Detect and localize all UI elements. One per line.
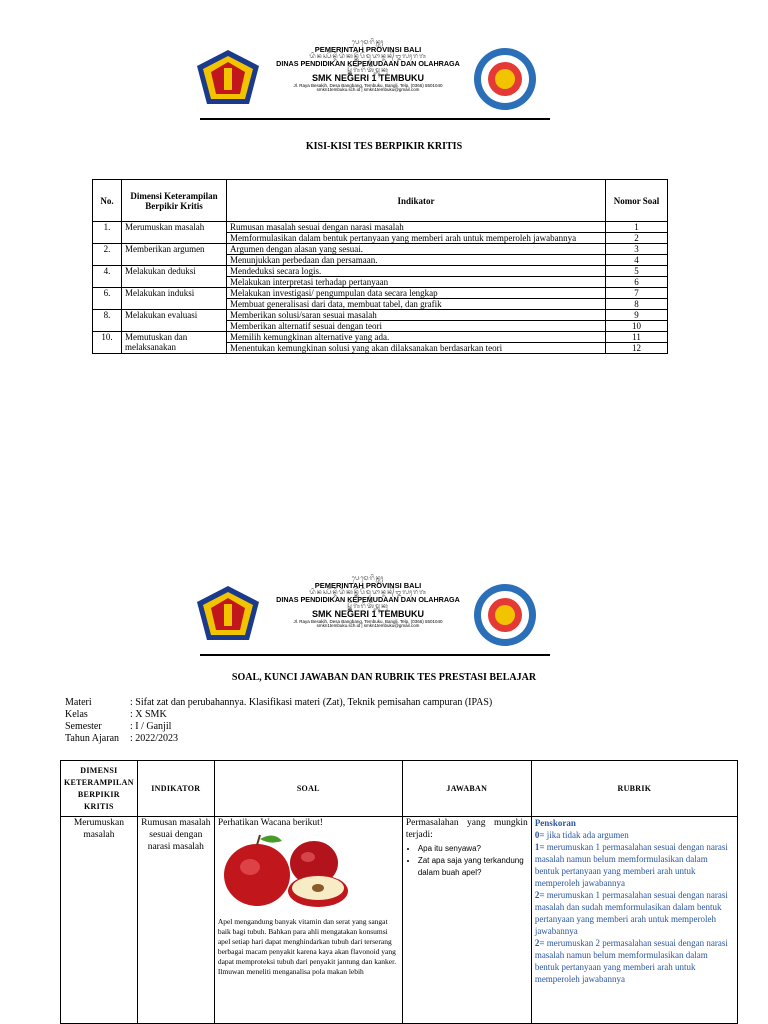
meta-row bbox=[65, 733, 492, 745]
row-indikator: Menunjukkan perbedaan dan persamaan. bbox=[227, 255, 606, 266]
school-name: SMK NEGERI 1 TEMBUKU bbox=[311, 73, 424, 84]
rubrik-title: Penskoran bbox=[534, 818, 576, 828]
row-no: 6. bbox=[93, 288, 122, 310]
meta-value: : Sifat zat dan perubahannya. Klasifikasi materi (Zat), Teknik pemisahan campuran (IPAS) bbox=[130, 697, 493, 708]
school-name: SMK NEGERI 1 TEMBUKU bbox=[311, 609, 424, 620]
school-address: Jl. Raya Besakih, Desa Bangbang, Tembuku, Bangli. Telp. (0366) 5501040 bbox=[293, 618, 443, 624]
table-header-row bbox=[93, 180, 668, 222]
balinese-script-line: ᬤᬶᬦᬲ᭄ᬧᭂᬦ᭄ᬤᬶᬤᬶᬓᬦ᭄ᬓᭂᬧᭂᬫᬸᬤᬵᬦ᭄ᬤᬦ᭄ᬑᬮᬄᬭᬕ bbox=[309, 590, 427, 597]
row-soal: 11 bbox=[606, 332, 668, 343]
apple-image bbox=[222, 833, 352, 913]
rubrik-text: merumuskan 2 permasalahan sesuai dengan narasi masalah namun belum memformulasikan dalam bentuk pertanyaan yang memberi arah untuk memperoleh jawabannya bbox=[534, 938, 728, 984]
meta-key: Tahun Ajaran bbox=[65, 733, 120, 744]
rubrik-item bbox=[535, 841, 734, 889]
document-meta bbox=[65, 697, 492, 745]
balinese-script-line: ᬧᬾᬫᬾᬭᬶᬦ᭄ᬢᬄ bbox=[351, 40, 385, 46]
table-row bbox=[93, 288, 668, 299]
rubrik-item bbox=[535, 889, 734, 937]
balinese-script-line: ᬧᬾᬫᬾᬭᬶᬦ᭄ᬢᬄ bbox=[351, 576, 385, 582]
header-indikator: Indikator bbox=[227, 180, 606, 222]
rubrik-item bbox=[535, 829, 734, 841]
header-nomor-soal: Nomor Soal bbox=[606, 180, 668, 222]
school-logo-icon bbox=[470, 46, 540, 112]
row-no: 4. bbox=[93, 266, 122, 288]
row-soal: 2 bbox=[606, 233, 668, 244]
letterhead bbox=[170, 40, 550, 120]
jawaban-list bbox=[406, 843, 528, 879]
row-no: 8. bbox=[93, 310, 122, 332]
page-title-kisi-kisi: KISI-KISI TES BERPIKIR KRITIS bbox=[305, 141, 463, 152]
letterhead-rule bbox=[200, 654, 550, 656]
row-indikator: Melakukan investigasi/ pengumpulan data secara lengkap bbox=[227, 288, 606, 299]
kisi-kisi-table bbox=[92, 179, 668, 354]
row-soal: 8 bbox=[606, 299, 668, 310]
soal-rubrik-table bbox=[60, 760, 738, 1024]
row-soal: 12 bbox=[606, 343, 668, 354]
balinese-script-line: ᬲ᭄ᬫ᭄ᬓ᭄ᬦᭂᬕᭂᬭᬶᬢᭂᬫ᭄ᬩᬸᬓᬸ bbox=[347, 604, 389, 611]
row-soal: 3 bbox=[606, 244, 668, 255]
meta-row bbox=[65, 697, 492, 709]
row-indikator: Memberikan solusi/saran sesuai masalah bbox=[227, 310, 606, 321]
meta-key: Materi bbox=[65, 697, 92, 708]
bali-province-emblem-icon bbox=[195, 48, 261, 108]
row-indikator: Argumen dengan alasan yang sesuai. bbox=[227, 244, 606, 255]
rubrik-text: merumuskan 1 permasalahan sesuai dengan narasi masalah dan sudah memformulasikan dalam bentuk pertanyaan yang memberi arah untuk memperoleh jawabannya bbox=[534, 890, 728, 936]
table-row bbox=[93, 266, 668, 277]
rubrik-score: 1= bbox=[534, 842, 545, 852]
table-row bbox=[93, 332, 668, 343]
meta-value: : X SMK bbox=[130, 709, 167, 720]
row-soal: 5 bbox=[606, 266, 668, 277]
header-rubrik: RUBRIK bbox=[531, 761, 737, 817]
meta-row bbox=[65, 721, 492, 733]
meta-value: : I / Ganjil bbox=[130, 721, 172, 732]
row-soal: 6 bbox=[606, 277, 668, 288]
row-indikator: Menentukan kemungkinan solusi yang akan dilaksanakan berdasarkan teori bbox=[227, 343, 606, 354]
row-no: 2. bbox=[93, 244, 122, 266]
row-indikator: Rumusan masalah sesuai dengan narasi masalah bbox=[227, 222, 606, 233]
rubrik-score: 2= bbox=[534, 938, 545, 948]
soal-intro: Perhatikan Wacana berikut! bbox=[217, 818, 323, 828]
cell-jawaban bbox=[402, 817, 531, 1024]
row-indikator: Melakukan interpretasi terhadap pertanyaan bbox=[227, 277, 606, 288]
school-email: smkn1tembuku.sch.id | smkn1tembuku@gmail.com bbox=[316, 623, 420, 629]
row-dimensi: Melakukan induksi bbox=[122, 288, 227, 310]
row-indikator: Mendeduksi secara logis. bbox=[227, 266, 606, 277]
rubrik-text: jika tidak ada argumen bbox=[546, 830, 629, 840]
bali-province-emblem-icon bbox=[195, 584, 261, 644]
row-dimensi: Melakukan evaluasi bbox=[122, 310, 227, 332]
table-row bbox=[93, 222, 668, 233]
meta-key: Semester bbox=[65, 721, 102, 732]
row-dimensi: Melakukan deduksi bbox=[122, 266, 227, 288]
rubrik-text: merumuskan 1 permasalahan sesuai dengan narasi masalah namun belum memformulasikan dalam bentuk pertanyaan yang memberi arah untuk memperoleh jawabannya bbox=[534, 842, 728, 888]
cell-rubrik bbox=[531, 817, 737, 1024]
meta-row bbox=[65, 709, 492, 721]
list-item: • Zat apa saja yang terkandung dalam buah apel? bbox=[418, 855, 528, 879]
school-logo-icon bbox=[470, 582, 540, 648]
balinese-script-line: ᬲ᭄ᬫ᭄ᬓ᭄ᬦᭂᬕᭂᬭᬶᬢᭂᬫ᭄ᬩᬸᬓᬸ bbox=[347, 68, 389, 75]
row-soal: 4 bbox=[606, 255, 668, 266]
header-no: No. bbox=[93, 180, 122, 222]
cell-dimensi: Merumuskan masalah bbox=[61, 817, 138, 1024]
row-dimensi: Memberikan argumen bbox=[122, 244, 227, 266]
header-jawaban: JAWABAN bbox=[402, 761, 531, 817]
header-indikator: INDIKATOR bbox=[137, 761, 214, 817]
header-dimensi: Dimensi Keterampilan Berpikir Kritis bbox=[122, 180, 227, 222]
letterhead bbox=[170, 576, 550, 656]
row-dimensi: Memutuskan dan melaksanakan bbox=[122, 332, 227, 354]
row-soal: 10 bbox=[606, 321, 668, 332]
row-indikator: Memilih kemungkinan alternative yang ada. bbox=[227, 332, 606, 343]
department-name: DINAS PENDIDIKAN KEPEMUDAAN DAN OLAHRAGA bbox=[276, 59, 460, 69]
list-item: • Apa itu senyawa? bbox=[418, 843, 528, 855]
rubrik-item bbox=[535, 937, 734, 985]
row-soal: 7 bbox=[606, 288, 668, 299]
row-soal: 1 bbox=[606, 222, 668, 233]
government-name: PEMERINTAH PROVINSI BALI bbox=[314, 45, 422, 55]
school-address: Jl. Raya Besakih, Desa Bangbang, Tembuku, Bangli. Telp. (0366) 5501040 bbox=[293, 82, 443, 88]
school-email: smkn1tembuku.sch.id | smkn1tembuku@gmail.com bbox=[316, 87, 420, 93]
row-indikator: Membuat generalisasi dari data, membuat tabel, dan grafik bbox=[227, 299, 606, 310]
row-indikator: Memformulasikan dalam bentuk pertanyaan yang memberi arah untuk memperoleh jawabannya bbox=[227, 233, 606, 244]
balinese-script-line: ᬤᬶᬦᬲ᭄ᬧᭂᬦ᭄ᬤᬶᬤᬶᬓᬦ᭄ᬓᭂᬧᭂᬫᬸᬤᬵᬦ᭄ᬤᬦ᭄ᬑᬮᬄᬭᬕ bbox=[309, 54, 427, 61]
header-dimensi: DIMENSI KETERAMPILAN BERPIKIR KRITIS bbox=[61, 761, 138, 817]
table-row bbox=[93, 244, 668, 255]
government-name: PEMERINTAH PROVINSI BALI bbox=[314, 581, 422, 591]
table-row bbox=[93, 310, 668, 321]
jawaban-intro: Permasalahan yang mungkin terjadi: bbox=[405, 818, 528, 840]
cell-soal bbox=[214, 817, 402, 1024]
header-soal: SOAL bbox=[214, 761, 402, 817]
letterhead-rule bbox=[200, 118, 550, 120]
page-title-soal: SOAL, KUNCI JAWABAN DAN RUBRIK TES PRESTASI BELAJAR bbox=[231, 672, 537, 683]
rubrik-score: 2= bbox=[534, 890, 545, 900]
rubrik-score: 0= bbox=[534, 830, 545, 840]
meta-key: Kelas bbox=[65, 709, 88, 720]
meta-value: : 2022/2023 bbox=[130, 733, 179, 744]
row-no: 10. bbox=[93, 332, 122, 354]
row-indikator: Memberikan alternatif sesuai dengan teori bbox=[227, 321, 606, 332]
cell-indikator: Rumusan masalah sesuai dengan narasi masalah bbox=[137, 817, 214, 1024]
row-no: 1. bbox=[93, 222, 122, 244]
table-row bbox=[61, 817, 738, 1024]
table-header-row bbox=[61, 761, 738, 817]
row-soal: 9 bbox=[606, 310, 668, 321]
department-name: DINAS PENDIDIKAN KEPEMUDAAN DAN OLAHRAGA bbox=[276, 595, 460, 605]
row-dimensi: Merumuskan masalah bbox=[122, 222, 227, 244]
soal-passage: Apel mengandung banyak vitamin dan serat yang sangat baik bagi tubuh. Bahkan para ahli mengatakan konsumsi apel setiap hari dapat menghindarkan tubuh dari terserang berbagai macam penyakit karena kaya akan flavonoid yang dapat memproteksi tubuh dari penyakit jantung dan kanker. Ilmuwan meneliti menganalisa pola makan lebih bbox=[217, 917, 397, 976]
